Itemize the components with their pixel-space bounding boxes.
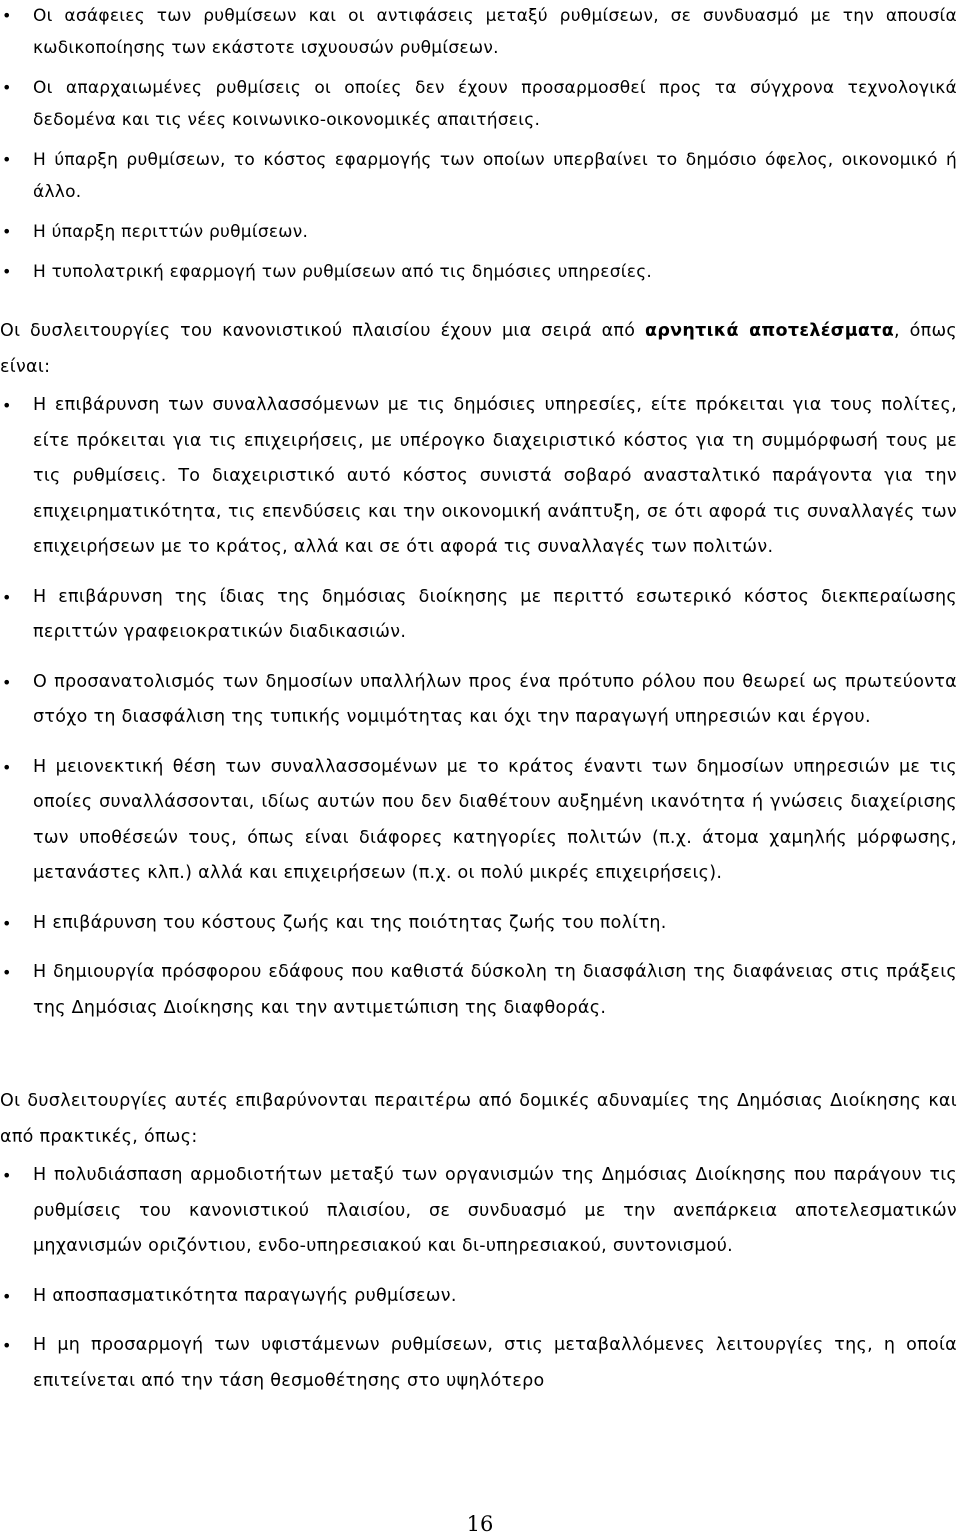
list-item: • Η επιβάρυνση του κόστους ζωής και της ποιότητας ζωής του πολίτη. <box>0 906 957 942</box>
list-item: • Η επιβάρυνση της ίδιας της δημόσιας διοίκησης με περιττό εσωτερικό κόστος διεκπεραίωσης περιττών γραφειοκρατικών διαδικασιών. <box>0 580 957 651</box>
list-item: • Η μη προσαρμογή των υφιστάμενων ρυθμίσεων, στις μεταβαλλόμενες λειτουργίες της, η οποία επιτείνεται από την τάση θεσμοθέτησης στο υψηλότερο <box>0 1328 957 1399</box>
paragraph-text: Οι δυσλειτουργίες του κανονιστικού πλαισίου έχουν μια σειρά από <box>0 321 646 341</box>
list-item: • Η μειονεκτική θέση των συναλλασσομένων με το κράτος έναντι των δημοσίων υπηρεσιών με τις οποίες συναλλάσσονται, ιδίως αυτών που δεν διαθέτουν αυξημένη ικανότητα ή γνώσεις διαχείρισης των υποθέσεών τους, όπως είναι διάφορες κατηγορίες πολιτών (π.χ. άτομα χαμηλής μόρφωσης, μετανάστες κλπ.) αλλά και επιχειρήσεων (π.χ. οι πολύ μικρές επιχειρήσεις). <box>0 750 957 892</box>
paragraph-negative-effects <box>0 314 957 385</box>
list-item: • Η δημιουργία πρόσφορου εδάφους που καθιστά δύσκολη τη διασφάλιση της διαφάνειας στις πράξεις της Δημόσιας Διοίκησης και την αντιμετώπιση της διαφθοράς. <box>0 955 957 1026</box>
negative-effects-list <box>0 388 957 1026</box>
paragraph-tail: , όπως είναι: <box>0 321 957 377</box>
list-item: • Η αποσπασματικότητα παραγωγής ρυθμίσεων. <box>0 1279 957 1315</box>
list-item: • Ο προσανατολισμός των δημοσίων υπαλλήλων προς ένα πρότυπο ρόλου που θεωρεί ως πρωτεύοντα στόχο τη διασφάλιση της τυπικής νομιμότητας και όχι την παραγωγή υπηρεσιών και έργου. <box>0 665 957 736</box>
list-item: • Οι ασάφειες των ρυθμίσεων και οι αντιφάσεις μεταξύ ρυθμίσεων, σε συνδυασμό με την απουσία κωδικοποίησης των εκάστοτε ισχυουσών ρυθμίσεων. <box>0 0 957 64</box>
dysfunction-list <box>0 0 957 288</box>
list-item: • Η ύπαρξη ρυθμίσεων, το κόστος εφαρμογής των οποίων υπερβαίνει το δημόσιο όφελος, οικονομικό ή άλλο. <box>0 144 957 208</box>
paragraph-structural-weaknesses: Οι δυσλειτουργίες αυτές επιβαρύνονται περαιτέρω από δομικές αδυναμίες της Δημόσιας Διοίκησης και από πρακτικές, όπως: <box>0 1091 957 1147</box>
list-item: • Οι απαρχαιωμένες ρυθμίσεις οι οποίες δεν έχουν προσαρμοσθεί προς τα σύγχρονα τεχνολογικά δεδομένα και τις νέες κοινωνικο-οικονομικές απαιτήσεις. <box>0 72 957 136</box>
structural-weaknesses-list <box>0 1158 957 1399</box>
list-item: • Η ύπαρξη περιττών ρυθμίσεων. <box>0 216 957 248</box>
list-item: • Η τυπολατρική εφαρμογή των ρυθμίσεων από τις δημόσιες υπηρεσίες. <box>0 256 957 288</box>
list-item: • Η επιβάρυνση των συναλλασσόμενων με τις δημόσιες υπηρεσίες, είτε πρόκειται για τους πολίτες, είτε πρόκειται για τις επιχειρήσεις, με υπέρογκο διαχειριστικό κόστος για τη συμμόρφωσή τους με τις ρυθμίσεις. Το διαχειριστικό αυτό κόστος συνιστά σοβαρό ανασταλτικό παράγοντα για την επιχειρηματικότητα, τις επενδύσεις και την οικονομική ανάπτυξη, σε ότι αφορά τις συναλλαγές των επιχειρήσεων με το κράτος, αλλά και σε ότι αφορά τις συναλλαγές των πολιτών. <box>0 388 957 566</box>
page-number: 16 <box>466 1512 494 1536</box>
bold-phrase: αρνητικά αποτελέσματα <box>645 321 895 341</box>
list-item: • Η πολυδιάσπαση αρμοδιοτήτων μεταξύ των οργανισμών της Δημόσιας Διοίκησης που παράγουν τις ρυθμίσεις του κανονιστικού πλαισίου, σε συνδυασμό με την ανεπάρκεια αποτελεσματικών μηχανισμών οριζόντιου, ενδο-υπηρεσιακού και δι-υπηρεσιακού, συντονισμού. <box>0 1158 957 1265</box>
